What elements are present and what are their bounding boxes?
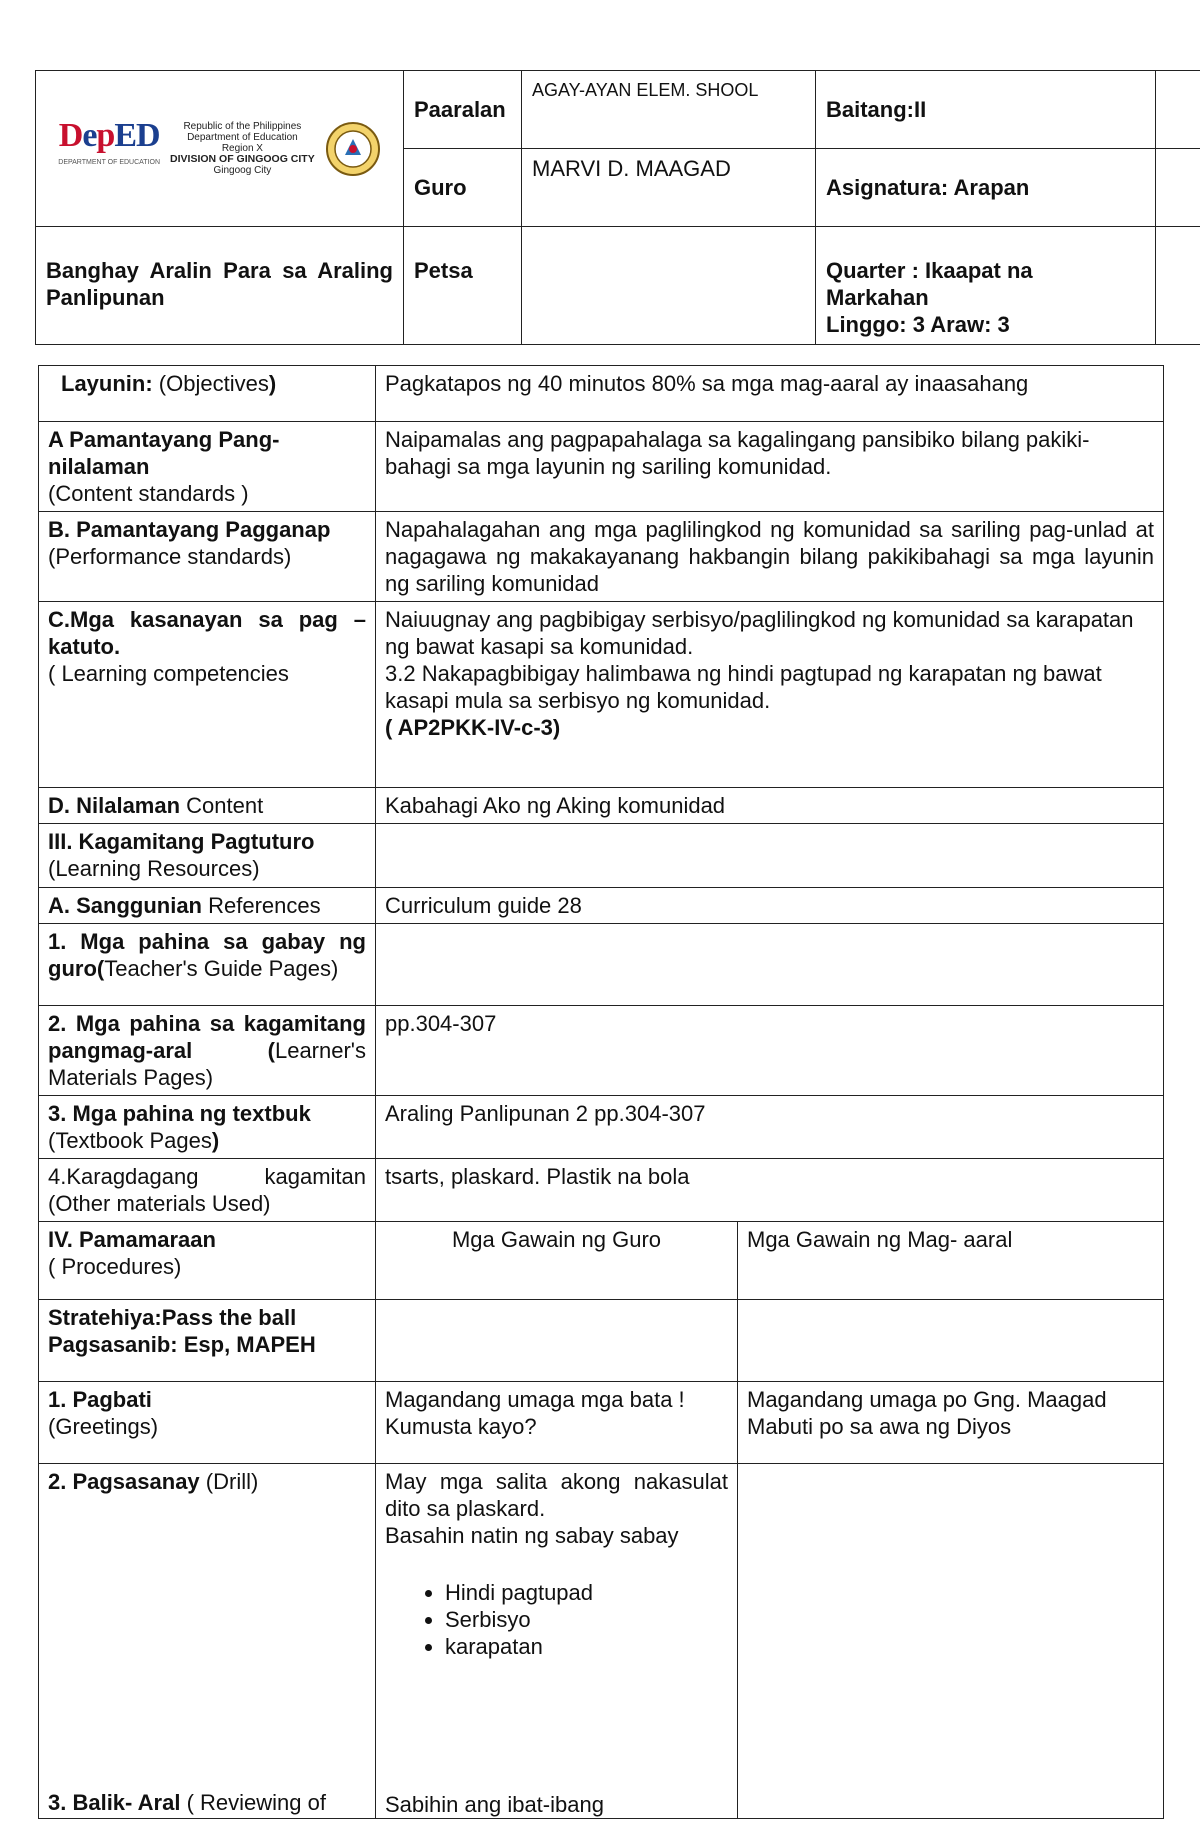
table-row	[39, 1382, 1164, 1464]
competencies-value: Naiuugnay ang pagbibigay serbisyo/paglilingkod ng komunidad sa karapatan ng bawat kasapi sa komunidad. 3.2 Nakapagbibigay halimbawa ng hindi pagtupad ng karapatan ng bawat kasapi mula sa serbisyo ng komunidad. ( AP2PKK-IV-c-3)	[376, 602, 1164, 788]
kagamitan-value	[376, 824, 1164, 888]
other-materials-label: 4.Karagdagang kagamitan (Other materials Used)	[39, 1159, 376, 1222]
magaaral-column-header: Mga Gawain ng Mag- aaral	[738, 1222, 1164, 1300]
content-standards-label: A Pamantayang Pang-nilalaman (Content standards )	[39, 422, 376, 512]
table-row	[39, 1300, 1164, 1382]
blank-cell	[1156, 149, 1200, 227]
pamamaraan-label: IV. Pamamaraan ( Procedures)	[39, 1222, 376, 1300]
nilalaman-value: Kabahagi Ako ng Aking komunidad	[376, 788, 1164, 824]
layunin-value: Pagkatapos ng 40 minutos 80% sa mga mag-aaral ay inaasahang	[376, 366, 1164, 422]
table-row	[39, 366, 1164, 422]
balik-aral-value: Sabihin ang ibat-ibang	[385, 1792, 604, 1817]
strategy-guro	[376, 1300, 738, 1382]
paaralan-label: Paaralan	[404, 71, 522, 149]
teachers-guide-value	[376, 924, 1164, 1006]
drill-guro: May mga salita akong nakasulat dito sa plaskard. Basahin natin ng sabay sabay • Hindi pagtupad • Serbisyo • karapatan Sabihin ang ibat-ibang	[376, 1464, 738, 1819]
strategy-label: Stratehiya:Pass the ball Pagsasanib: Esp, MAPEH	[39, 1300, 376, 1382]
kagamitan-label: III. Kagamitang Pagtuturo (Learning Resources)	[39, 824, 376, 888]
deped-logo: DepED DEPARTMENT OF EDUCATION	[58, 116, 161, 166]
performance-standards-label: B. Pamantayang Pagganap (Performance standards)	[39, 512, 376, 602]
logo-cell	[36, 71, 404, 227]
quarter-cell: Quarter : Ikaapat na Markahan Linggo: 3 Araw: 3	[816, 227, 1156, 345]
sanggunian-value: Curriculum guide 28	[376, 888, 1164, 924]
drill-word-list	[385, 1579, 728, 1660]
petsa-label: Petsa	[404, 227, 522, 345]
textbook-value: Araling Panlipunan 2 pp.304-307	[376, 1096, 1164, 1159]
table-row	[39, 924, 1164, 1006]
list-item: • Serbisyo	[445, 1606, 728, 1633]
petsa-value	[522, 227, 816, 345]
balik-aral-label: 3. Balik- Aral ( Reviewing of	[48, 1790, 326, 1815]
learners-materials-value: pp.304-307	[376, 1006, 1164, 1096]
drill-label: 2. Pagsasanay (Drill) 3. Balik- Aral ( Reviewing of	[39, 1464, 376, 1819]
lesson-plan-table	[38, 365, 1164, 1819]
strategy-magaaral	[738, 1300, 1164, 1382]
table-row	[39, 888, 1164, 924]
division-seal-icon	[325, 121, 381, 177]
table-row	[39, 788, 1164, 824]
republic-text: Republic of the Philippines Department of Education Region X DIVISION OF GINGOOG CITY Gingoog City	[170, 121, 315, 176]
guro-column-header: Mga Gawain ng Guro	[376, 1222, 738, 1300]
blank-cell	[1156, 227, 1200, 345]
table-row	[39, 1006, 1164, 1096]
competencies-label: C.Mga kasanayan sa pag – katuto. ( Learning competencies	[39, 602, 376, 788]
learners-materials-label: 2. Mga pahina sa kagamitang pangmag-aral (Learner's Materials Pages)	[39, 1006, 376, 1096]
teachers-guide-label: 1. Mga pahina sa gabay ng guro(Teacher's Guide Pages)	[39, 924, 376, 1006]
sanggunian-label: A. Sanggunian References	[39, 888, 376, 924]
table-row	[39, 602, 1164, 788]
guro-label: Guro	[404, 149, 522, 227]
pagbati-label: 1. Pagbati (Greetings)	[39, 1382, 376, 1464]
other-materials-value: tsarts, plaskard. Plastik na bola	[376, 1159, 1164, 1222]
pagbati-magaaral: Magandang umaga po Gng. Maagad Mabuti po sa awa ng Diyos	[738, 1382, 1164, 1464]
table-row	[39, 1096, 1164, 1159]
layunin-label: Layunin: (Objectives)	[39, 366, 376, 422]
header-table	[35, 70, 1200, 345]
pagbati-guro: Magandang umaga mga bata ! Kumusta kayo?	[376, 1382, 738, 1464]
guro-value: MARVI D. MAAGAD	[522, 149, 816, 227]
table-row	[39, 1222, 1164, 1300]
textbook-label: 3. Mga pahina ng textbuk (Textbook Pages)	[39, 1096, 376, 1159]
asignatura-cell: Asignatura: Arapan	[816, 149, 1156, 227]
table-row	[39, 1159, 1164, 1222]
table-row	[39, 512, 1164, 602]
content-standards-value: Naipamalas ang pagpapahalaga sa kagalingang pansibiko bilang pakiki-bahagi sa mga layunin ng sariling komunidad.	[376, 422, 1164, 512]
paaralan-value: AGAY-AYAN ELEM. SHOOL	[522, 71, 816, 149]
table-row	[39, 824, 1164, 888]
baitang-cell: Baitang:II	[816, 71, 1156, 149]
list-item: • Hindi pagtupad	[445, 1579, 728, 1606]
nilalaman-label: D. Nilalaman Content	[39, 788, 376, 824]
drill-magaaral	[738, 1464, 1164, 1819]
performance-standards-value: Napahalagahan ang mga paglilingkod ng komunidad sa sariling pag-unlad at nagagawa ng makakayanang hakbangin bilang pakikibahagi sa mga layunin ng sariling komunidad	[376, 512, 1164, 602]
table-row	[39, 422, 1164, 512]
table-row	[39, 1464, 1164, 1819]
list-item: • karapatan	[445, 1633, 728, 1660]
blank-cell	[1156, 71, 1200, 149]
plan-title: Banghay Aralin Para sa Araling Panlipunan	[36, 227, 404, 345]
